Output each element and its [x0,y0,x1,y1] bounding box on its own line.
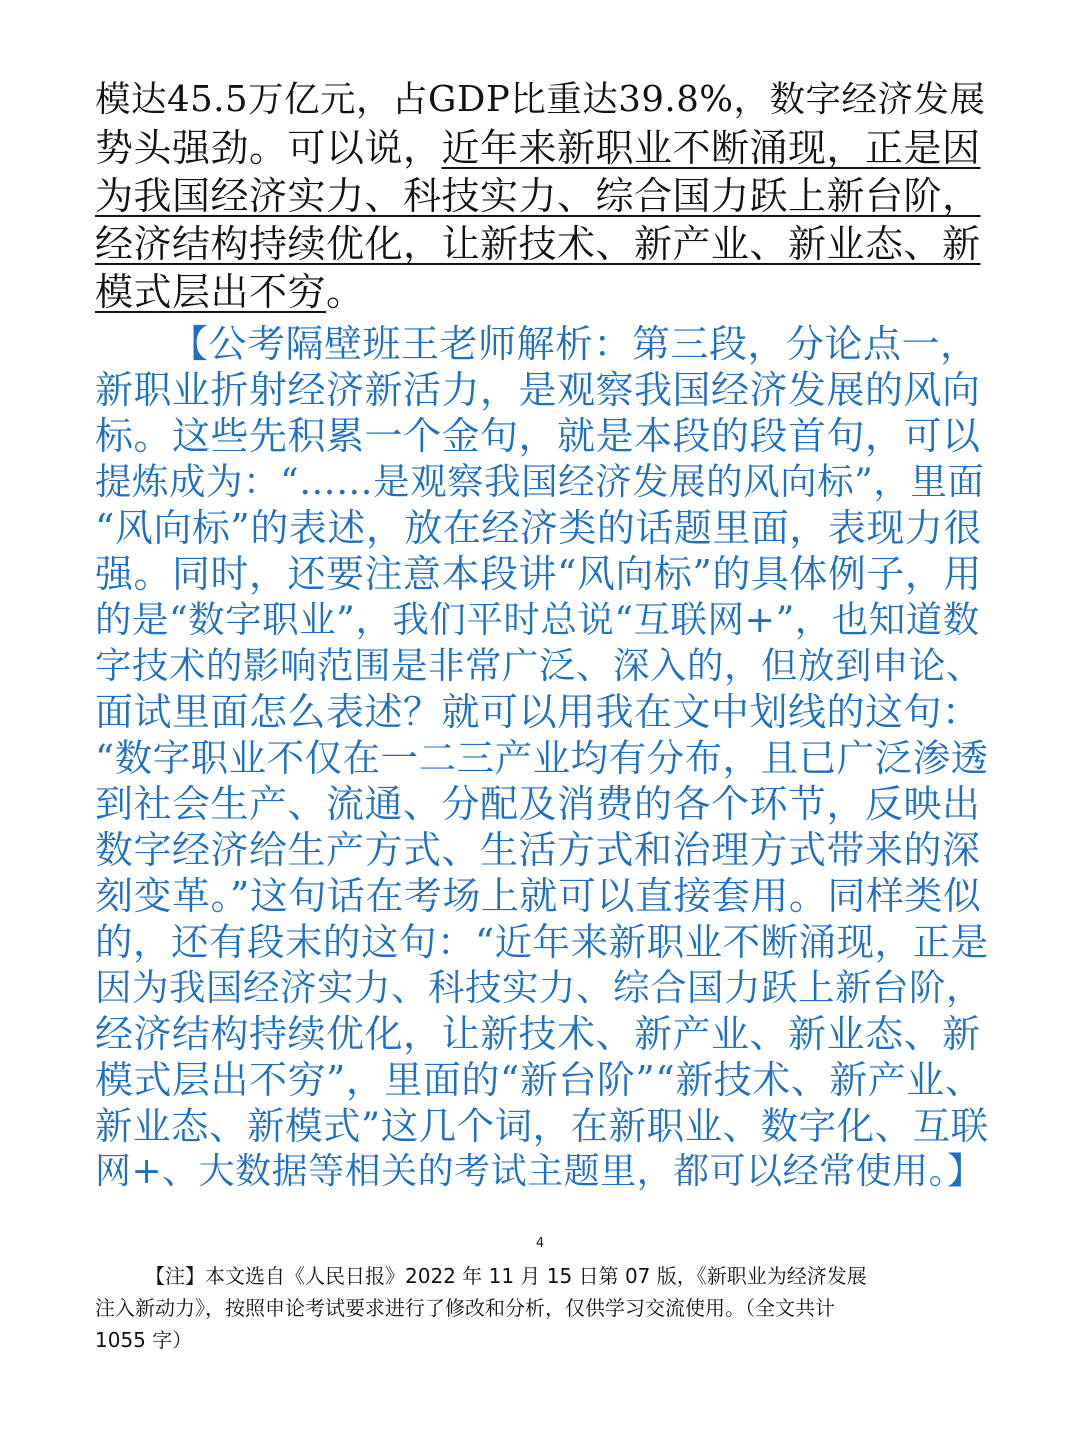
underlined-text: 为我国经济实力、科技实力、综合国力跃上新台阶， [95,174,981,218]
analysis-line: 网+、大数据等相关的考试主题里，都可以经常使用。】 [95,1151,984,1192]
analysis-line: 字技术的影响范围是非常广泛、深入的，但放到申论、 [95,644,983,687]
footnote-line: 【注】本文选自《人民日报》2022 年 11 月 15 日第 07 版，《新职业为经济发展 [145,1264,867,1288]
analysis-line: 模式层出不穷”，里面的“新台阶”“新技术、新产业、 [95,1058,984,1102]
analysis-line: 到社会生产、流通、分配及消费的各个环节，反映出 [95,782,981,826]
text-segment: 模达45.5万亿元，占GDP比重达39.8%，数字经济发展 [95,79,986,120]
analysis-line: 的，还有段末的这句：“近年来新职业不断涌现，正是 [95,920,989,964]
underlined-text: 经济结构持续优化，让新技术、新产业、新业态、新 [95,222,981,266]
paragraph-line [95,220,990,268]
analysis-line: 经济结构持续优化，让新技术、新产业、新业态、新 [95,1012,981,1056]
analysis-line: 的是“数字职业”，我们平时总说“互联网+”，也知道数 [95,598,980,641]
analysis-line: 提炼成为：“……是观察我国经济发展的风向标”，里面 [95,460,985,503]
paragraph-line [95,172,990,220]
analysis-line: 数字经济给生产方式、生活方式和治理方式带来的深 [95,828,981,872]
analysis-line: 因为我国经济实力、科技实力、综合国力跃上新台阶， [95,966,983,1009]
analysis-line: 面试里面怎么表述？就可以用我在文中划线的这句： [95,690,981,734]
analysis-line: 新业态、新模式”这几个词，在新职业、数字化、互联 [95,1104,989,1148]
analysis-line: “风向标”的表述，放在经济类的话题里面，表现力很 [95,506,982,550]
footnote-line: 注入新动力》，按照申论考试要求进行了修改和分析，仅供学习交流使用。（全文共计 [95,1296,835,1320]
paragraph-line [95,76,990,124]
analysis-line: 刻变革。”这句话在考场上就可以直接套用。同样类似 [95,874,982,918]
page-number: 4 [535,1236,545,1251]
analysis-line: 标。这些先积累一个金句，就是本段的段首句，可以 [95,414,981,458]
text-segment: 。 [326,270,365,314]
analysis-line: 新职业折射经济新活力，是观察我国经济发展的风向 [95,368,981,412]
footnote-line: 1055 字） [95,1328,193,1352]
paragraph-line [95,268,990,316]
paragraph-line [95,124,990,172]
analysis-line: “数字职业不仅在一二三产业均有分布，且已广泛渗透 [95,736,989,780]
analysis-line: 【公考隔壁班王老师解析：第三段，分论点一， [170,322,979,366]
analysis-line: 强。同时，还要注意本段讲“风向标”的具体例子，用 [95,552,982,596]
underlined-text: 模式层出不穷 [95,270,327,314]
underlined-text: 近年来新职业不断涌现，正是因 [441,126,981,170]
text-segment: 势头强劲。可以说， [95,126,442,170]
